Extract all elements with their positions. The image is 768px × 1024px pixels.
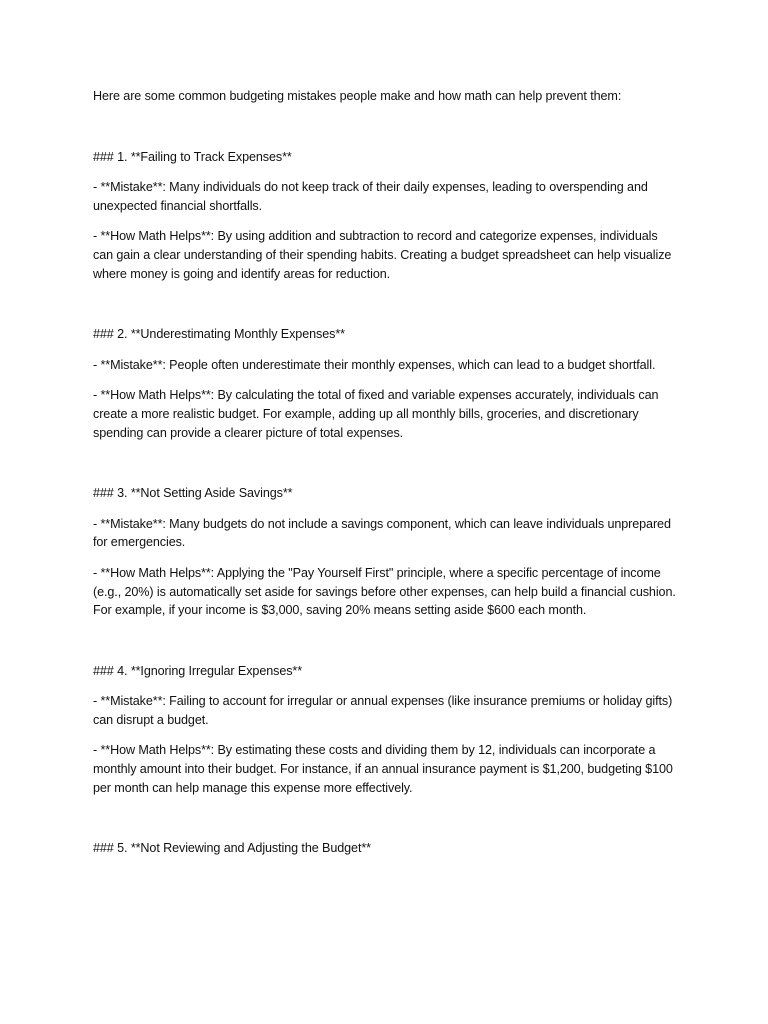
section-1 (93, 148, 678, 284)
section-4 (93, 662, 678, 798)
intro-paragraph: Here are some common budgeting mistakes people make and how math can help prevent them: (93, 89, 622, 103)
mistake-paragraph: - **Mistake**: People often underestimate their monthly expenses, which can lead to a budget shortfall. (93, 357, 656, 372)
document-body (93, 87, 678, 900)
math-helps-paragraph: - **How Math Helps**: By calculating the total of fixed and variable expenses accurately, individuals can create a more realistic budget. For example, adding up all monthly bills, groceries, and discretionary spending can provide a clearer picture of total expenses. (93, 388, 659, 440)
mistake-paragraph: - **Mistake**: Many budgets do not include a savings component, which can leave individuals unprepared for emergencies. (93, 516, 671, 550)
mistake-paragraph: - **Mistake**: Failing to account for irregular or annual expenses (like insurance premiums or holiday gifts) can disrupt a budget. (93, 694, 673, 727)
section-5 (93, 839, 678, 858)
math-helps-paragraph: - **How Math Helps**: By using addition and subtraction to record and categorize expenses, individuals can gain a clear understanding of their spending habits. Creating a budget spreadsheet can help visualize where money is going and identify areas for reduction. (93, 229, 672, 281)
section-heading: ### 5. **Not Reviewing and Adjusting the Budget** (93, 841, 371, 856)
math-helps-paragraph: - **How Math Helps**: By estimating these costs and dividing them by 12, individuals can incorporate a monthly amount into their budget. For instance, if an annual insurance payment is $1,200, budgeting $100 per month can help manage this expense more effectively. (93, 743, 673, 795)
section-heading: ### 1. **Failing to Track Expenses** (93, 149, 292, 164)
section-2 (93, 325, 678, 442)
section-3 (93, 484, 678, 620)
mistake-paragraph: - **Mistake**: Many individuals do not keep track of their daily expenses, leading to overspending and unexpected financial shortfalls. (93, 180, 648, 213)
section-heading: ### 3. **Not Setting Aside Savings** (93, 486, 293, 501)
section-heading: ### 2. **Underestimating Monthly Expenses** (93, 327, 345, 342)
math-helps-paragraph: - **How Math Helps**: Applying the "Pay Yourself First" principle, where a specific percentage of income (e.g., 20%) is automatically set aside for savings before other expenses, can help build a financial cushion. For example, if your income is $3,000, saving 20% means setting aside $600 each month. (93, 565, 676, 618)
section-heading: ### 4. **Ignoring Irregular Expenses** (93, 663, 303, 678)
